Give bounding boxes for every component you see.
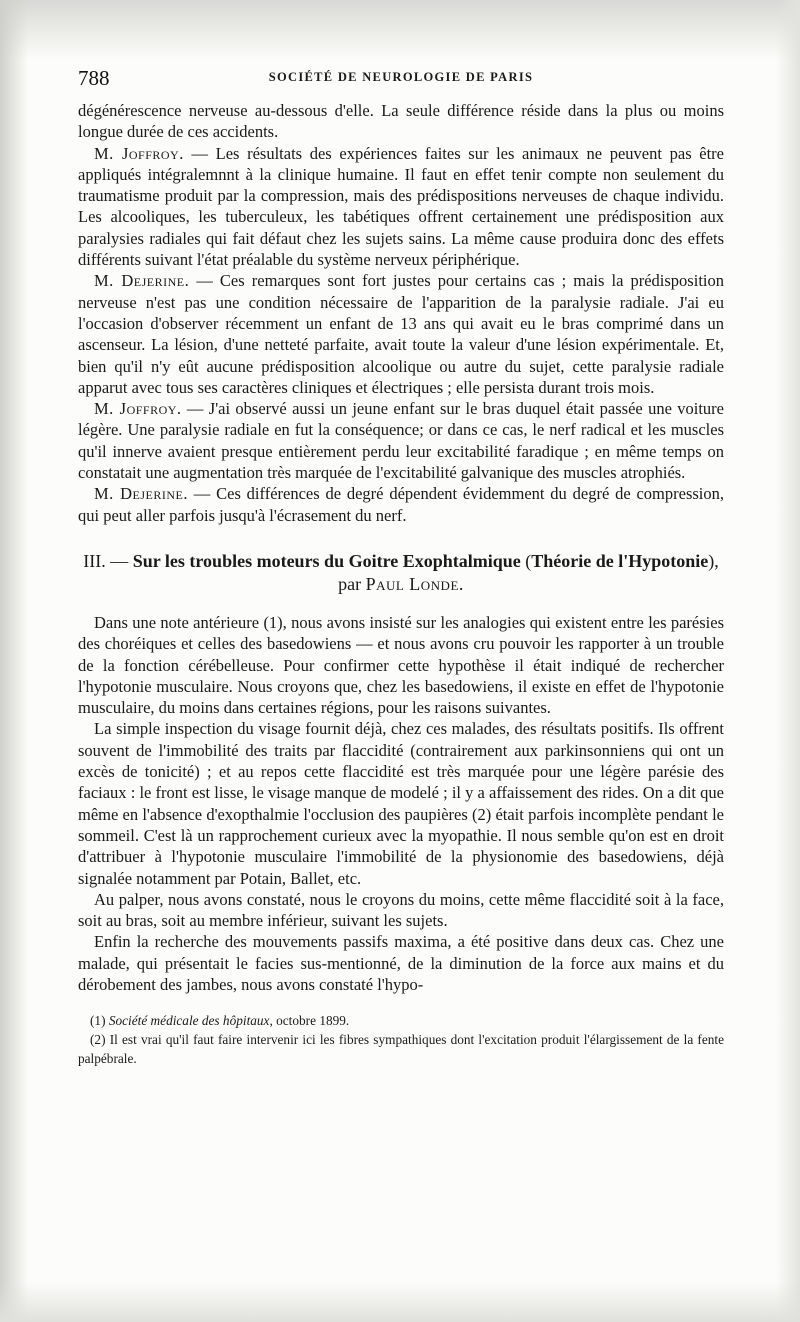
speaker-name: M. Joffroy.: [94, 399, 182, 419]
footnote-source: Société médicale des hôpitaux: [108, 1013, 270, 1029]
page-number: 788: [78, 66, 110, 90]
section-author: Paul Londe.: [365, 573, 464, 594]
footnote-text: Il est vrai qu'il faut faire intervenir ici les fibres sympathiques dont l'excitation produit l'élargissement de la fente palpébrale.: [78, 1032, 724, 1067]
paragraph: [78, 398, 724, 483]
paragraph-text: — Ces différences de degré dépendent évidemment du degré de compression, qui peut aller parfois jusqu'à l'écrasement du nerf.: [78, 484, 724, 525]
section-title-sub: Théorie de l'Hypotonie: [531, 550, 709, 571]
scan-shadow-top: [0, 0, 800, 60]
paragraph: Au palper, nous avons constaté, nous le croyons du moins, cette même flaccidité soit à la face, soit au bras, soit au membre inférieur, suivant les sujets.: [78, 889, 724, 931]
paragraph: [78, 270, 724, 398]
section-number: III. —: [83, 550, 129, 571]
paragraph: Enfin la recherche des mouvements passifs maxima, a été positive dans deux cas. Chez une malade, qui présentait le facies sus-mentionné, de la diminution de la force aux mains et du dérobement des jambes, nous avons constaté l'hypo-: [78, 932, 724, 994]
page-body: [78, 100, 724, 1068]
footnote-mark: (1): [90, 1013, 109, 1029]
section-title-main: Sur les troubles moteurs du Goitre Exophtalmique: [132, 550, 521, 571]
running-head: SOCIÉTÉ DE NEUROLOGIE DE PARIS: [268, 70, 534, 84]
paragraph: Dans une note antérieure (1), nous avons insisté sur les analogies qui existent entre les parésies des choréiques et celles des basedowiens — et nous avons cru pouvoir les rapporter à un trouble de la fonction cérébelleuse. Pour confirmer cette hypothèse il était indiqué de rechercher l'hypotonie musculaire. Nous croyons que, chez les basedowiens, il existe en effet de l'hypotonie musculaire, du moins dans certaines régions, pour les raisons suivantes.: [78, 612, 724, 718]
paragraph: La simple inspection du visage fournit déjà, chez ces malades, des résultats positifs. Ils offrent souvent de l'immobilité des traits par flaccidité (contrairement aux parkinsonniens qui ont un excès de tonicité) ; et au repos cette flaccidité est très marquée pour une légère parésie des faciaux : le front est lisse, le visage manque de modelé ; il y a affaissement des rides. On a dit que même en l'absence d'exopthalmie l'occlusion des paupières (2) était parfois incomplète pendant le sommeil. C'est là un rapprochement curieux avec la myopathie. Il nous semble qu'on est en droit d'attribuer à l'hypotonie musculaire l'immobilité de la physionomie des basedowiens, déjà signalée notamment par Potain, Ballet, etc.: [78, 719, 724, 888]
footnote: [78, 1011, 724, 1030]
paragraph-text: — J'ai observé aussi un jeune enfant sur le bras duquel était passée une voiture légère. Une paralysie radiale en fut la conséquence; or dans ce cas, le nerf radical et les muscles qu'il innerve avaient presque entièrement perdu leur excitabilité faradique ; en même temps on constatait une augmentation très marquée de l'excitabilité galvanique des muscles atrophiés.: [78, 399, 724, 483]
scan-shadow-bottom: [0, 1282, 800, 1322]
footnote: [78, 1030, 724, 1068]
paragraph-text: — Les résultats des expériences faites sur les animaux ne peuvent pas être appliqués intégralemnnt à la clinique humaine. Il faut en effet tenir compte non seulement du traumatisme produit par la compression, mais des prédispositions nerveuses de chaque individu. Les alcooliques, les tuberculeux, les tabétiques offrent certainement une prédisposition aux paralysies radiales qui fait défaut chez les sujets sains. La même cause produira donc des effets différents suivant l'état préalable du système nerveux périphérique.: [78, 143, 724, 270]
footnote-text: , octobre 1899.: [269, 1013, 350, 1029]
section-title-paren-close: ), par: [338, 550, 719, 594]
scan-shadow-right: [776, 0, 800, 1322]
speaker-name: M. Dejerine.: [94, 271, 190, 291]
paragraph: [78, 100, 724, 143]
section-title-paren-open: (: [525, 550, 532, 571]
speaker-name: M. Joffroy.: [94, 143, 184, 163]
paragraph-text: — Ces remarques sont fort justes pour certains cas ; mais la prédisposition nerveuse n'est pas une condition nécessaire de l'apparition de la paralysie radiale. J'ai eu l'occasion d'observer récemment un enfant de 13 ans qui avait eu le bras comprimé dans un ascenseur. La lésion, d'une netteté parfaite, avait toute la valeur d'une lésion expérimentale. Et, bien qu'il n'y eût aucune prédisposition alcoolique ou autre du sujet, cette paralysie radiale apparut avec tous ses caractères cliniques et électriques ; elle persista durant trois mois.: [78, 271, 724, 397]
paragraph: [78, 143, 724, 271]
footnotes: [78, 1011, 724, 1068]
section-title: [78, 550, 724, 596]
footnote-mark: (2): [90, 1032, 110, 1048]
paragraph-text: dégénérescence nerveuse au-dessous d'elle. La seule différence réside dans la plus ou moins longue durée de ces accidents.: [78, 101, 724, 142]
scan-shadow-left: [0, 0, 28, 1322]
page-header: [78, 66, 724, 90]
speaker-name: M. Dejerine.: [94, 484, 188, 504]
paragraph: [78, 483, 724, 526]
